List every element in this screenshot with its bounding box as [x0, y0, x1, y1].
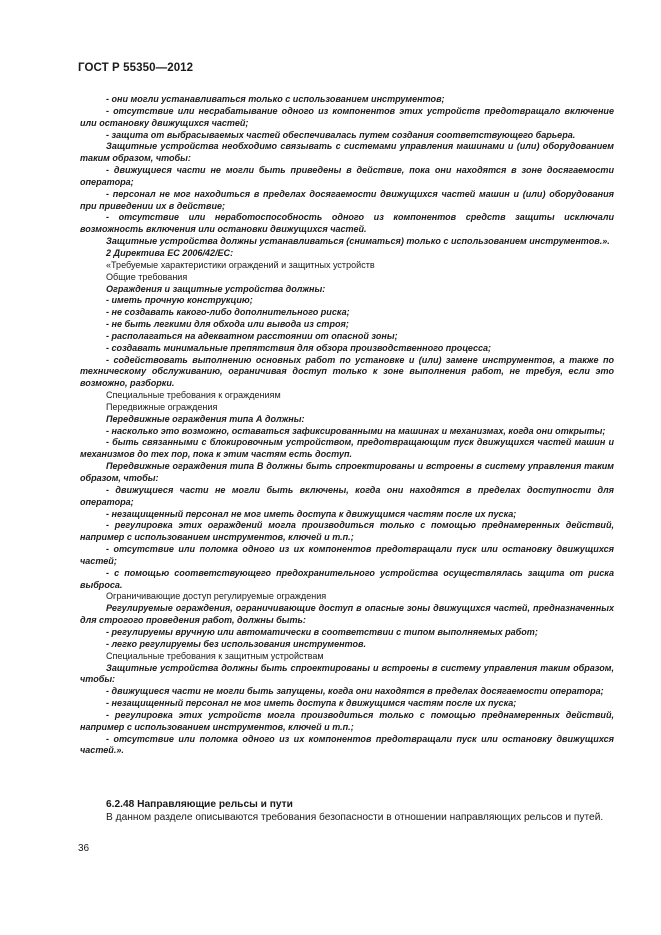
subheading: Передвижные ограждения — [106, 401, 218, 412]
subheading: Специальные требования к защитным устройствам — [106, 650, 324, 661]
list-item: - располагаться на адекватном расстоянии от опасной зоны; — [106, 330, 398, 341]
paragraph: - они могли устанавливаться только с использованием инструментов; — [106, 94, 445, 104]
list-item: - не создавать какого-либо дополнительного риска; — [106, 307, 350, 318]
list-item: - с помощью соответствующего предохранительного устройства осуществлялась защита от риска выброса. — [80, 567, 614, 590]
paragraph: Передвижные ограждения типа В должны быть спроектированы и встроены в систему управления таким образом, чтобы: — [80, 461, 614, 483]
paragraph: Передвижные ограждения типа А должны: — [106, 413, 305, 424]
list-item: - легко регулируемы без использования инструментов. — [106, 638, 366, 649]
list-item: - регулировка этих ограждений могла производиться только с помощью преднамеренных действий, например с использованием инструментов, ключей и т.п.; — [80, 520, 614, 543]
paragraph: - защита от выбрасываемых частей обеспечивалась путем создания соответствующего барьера. — [106, 129, 576, 140]
list-item: - быть связанными с блокировочным устройством, предотвращающим пуск движущихся частей машин и механизмов до тех пор, пока к этим частям есть доступ. — [80, 437, 614, 460]
list-item: - отсутствие или поломка одного из их компонентов предотвращали пуск или остановку движущихся частей; — [80, 544, 614, 566]
list-item: - регулируемы вручную или автоматически в соответствии с типом выполняемых работ; — [106, 626, 538, 637]
paragraph: - отсутствие или несрабатывание одного из компонентов этих устройств предотвращало включение или остановку движущихся частей; — [80, 105, 614, 128]
list-item: - создавать минимальные препятствия для обзора производственного процесса; — [106, 342, 492, 353]
list-item: - отсутствие или поломка одного из их компонентов предотвращали пуск или остановку движущихся частей.». — [80, 733, 614, 756]
list-item: - содействовать выполнению основных работ по установке и (или) замене инструментов, а также по техническому обслуживанию, ограничивая доступ только к зоне выполнения работ, не требуя, если это возможно, разборки. — [80, 354, 614, 389]
paragraph: Защитные устройства необходимо связывать с системами управления машинами и (или) оборудованием таким образом, чтобы: — [80, 141, 614, 164]
list-item: - незащищенный персонал не мог иметь доступа к движущимся частям после их пуска; — [106, 508, 517, 519]
subheading: Общие требования — [106, 271, 188, 282]
list-item: - иметь прочную конструкцию; — [106, 295, 253, 306]
main-text — [80, 94, 614, 757]
paragraph: Регулируемые ограждения, ограничивающие доступ в опасные зоны движущихся частей, предназначенных для строгого проведения работ, должны быть: — [80, 603, 614, 626]
page-number: 36 — [78, 843, 90, 854]
standard-header: ГОСТ Р 55350—2012 — [78, 62, 194, 74]
paragraph: - отсутствие или неработоспособность одного из компонентов средств защиты исключали возможность включения или остановки движущихся частей. — [80, 212, 614, 235]
paragraph: Ограждения и защитные устройства должны: — [106, 283, 326, 294]
list-item: - насколько это возможно, оставаться зафиксированными на машинах и механизмах, когда они открыты; — [106, 425, 606, 436]
paragraph: - персонал не мог находиться в пределах досягаемости движущихся частей машин и (или) оборудования при приведении их в действие; — [80, 188, 614, 211]
subheading: Ограничивающие доступ регулируемые ограждения — [106, 591, 327, 602]
paragraph: Защитные устройства должны устанавливаться (сниматься) только с использованием инструментов.». — [106, 236, 610, 247]
subheading: Специальные требования к ограждениям — [106, 390, 281, 401]
list-item: - движущиеся части не могли быть включены, когда они находятся в пределах доступности для оператора; — [80, 484, 614, 507]
list-item: - незащищенный персонал не мог иметь доступа к движущимся частям после их пуска; — [106, 698, 517, 709]
list-item: - регулировка этих устройств могла производиться только с помощью преднамеренных действий, например с использованием инструментов, ключей и т.п.; — [80, 709, 614, 732]
paragraph: Защитные устройства должны быть спроектированы и встроены в систему управления таким образом, чтобы: — [80, 662, 614, 685]
section-6-2-48 — [80, 798, 614, 824]
section-text: В данном разделе описываются требования безопасности в отношении направляющих рельсов и путей. — [106, 812, 604, 824]
paragraph: «Требуемые характеристики ограждений и защитных устройств — [106, 259, 375, 270]
section-title: 6.2.48 Направляющие рельсы и пути — [106, 799, 293, 810]
directive-heading: 2 Директива ЕС 2006/42/ЕС: — [106, 247, 234, 258]
paragraph: - движущиеся части не могли быть приведены в действие, пока они находятся в зоне досягаемости оператора; — [80, 165, 614, 187]
list-item: - движущиеся части не могли быть запущены, когда они находятся в пределах досягаемости оператора; — [106, 686, 604, 697]
list-item: - не быть легкими для обхода или вывода из строя; — [106, 319, 349, 330]
